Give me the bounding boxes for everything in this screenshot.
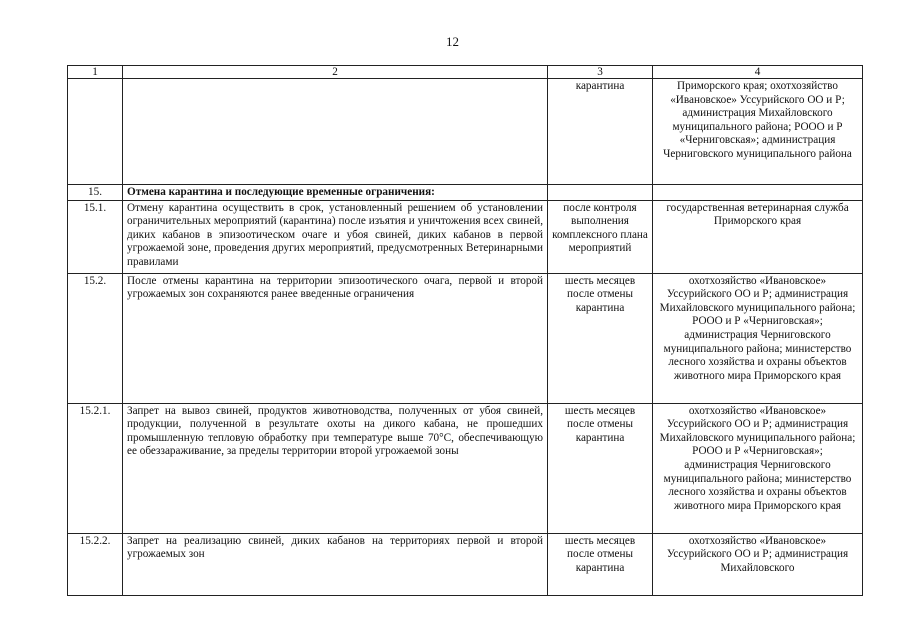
table-row xyxy=(68,533,863,595)
row-number: 15.2.1. xyxy=(68,403,123,533)
row-measure-text: Запрет на вывоз свиней, продуктов животноводства, полученных от убоя свиней, продукции, полученной в результате охоты на дикого кабана, не прошедших промышленную тепловую обработку при температуре выше 70°С, обеспечивающую ее обеззараживание, за пределы территории второй угрожаемой зоны xyxy=(123,403,548,533)
table-row xyxy=(68,403,863,533)
column-header-2: 2 xyxy=(123,66,548,79)
column-header-4: 4 xyxy=(653,66,863,79)
row-number xyxy=(68,79,123,185)
row-executors: охотхозяйство «Ивановское» Уссурийского ОО и Р; администрация Михайловского муниципального района; РООО и Р «Черниговская»; администрация Черниговского муниципального района; министерство лесного хозяйства и охраны объектов животного мира Приморского края xyxy=(653,403,863,533)
column-header-1: 1 xyxy=(68,66,123,79)
row-executors: Приморского края; охотхозяйство «Ивановское» Уссурийского ОО и Р; администрация Михайловского муниципального района; РООО и Р «Черниговская»; администрация Черниговского муниципального района xyxy=(653,79,863,185)
table-row xyxy=(68,273,863,403)
row-measure-text: После отмены карантина на территории эпизоотического очага, первой и второй угрожаемых зон сохраняются ранее введенные ограничения xyxy=(123,273,548,403)
row-measure-text: Отмену карантина осуществить в срок, установленный решением об установлении ограничительных мероприятий (карантина) после изъятия и уничтожения всех свиней, диких кабанов в эпизоотическом очаге и убоя свиней, диких кабанов в первой угрожаемой зоне, проведения других мероприятий, предусмотренных Ветеринарными правилами xyxy=(123,200,548,273)
row-number: 15.2.2. xyxy=(68,533,123,595)
row-term xyxy=(548,185,653,201)
section-row xyxy=(68,185,863,201)
section-title: Отмена карантина и последующие временные ограничения: xyxy=(123,185,548,201)
section-number: 15. xyxy=(68,185,123,201)
row-term: шесть месяцев после отмены карантина xyxy=(548,533,653,595)
column-header-3: 3 xyxy=(548,66,653,79)
row-term: шесть месяцев после отмены карантина xyxy=(548,273,653,403)
row-term: после контроля выполнения комплексного плана мероприятий xyxy=(548,200,653,273)
row-term: карантина xyxy=(548,79,653,185)
row-measure-text: Запрет на реализацию свиней, диких кабанов на территориях первой и второй угрожаемых зон xyxy=(123,533,548,595)
row-executors: охотхозяйство «Ивановское» Уссурийского ОО и Р; администрация Михайловского xyxy=(653,533,863,595)
row-number: 15.1. xyxy=(68,200,123,273)
row-executors xyxy=(653,185,863,201)
table-row xyxy=(68,200,863,273)
measures-table xyxy=(67,65,863,596)
table-row xyxy=(68,79,863,185)
page-number: 12 xyxy=(446,34,459,49)
row-term: шесть месяцев после отмены карантина xyxy=(548,403,653,533)
row-executors: государственная ветеринарная служба Приморского края xyxy=(653,200,863,273)
table-header-row xyxy=(68,66,863,79)
row-number: 15.2. xyxy=(68,273,123,403)
row-measure-text xyxy=(123,79,548,185)
row-executors: охотхозяйство «Ивановское» Уссурийского ОО и Р; администрация Михайловского муниципального района; РООО и Р «Черниговская»; администрация Черниговского муниципального района; министерство лесного хозяйства и охраны объектов животного мира Приморского края xyxy=(653,273,863,403)
